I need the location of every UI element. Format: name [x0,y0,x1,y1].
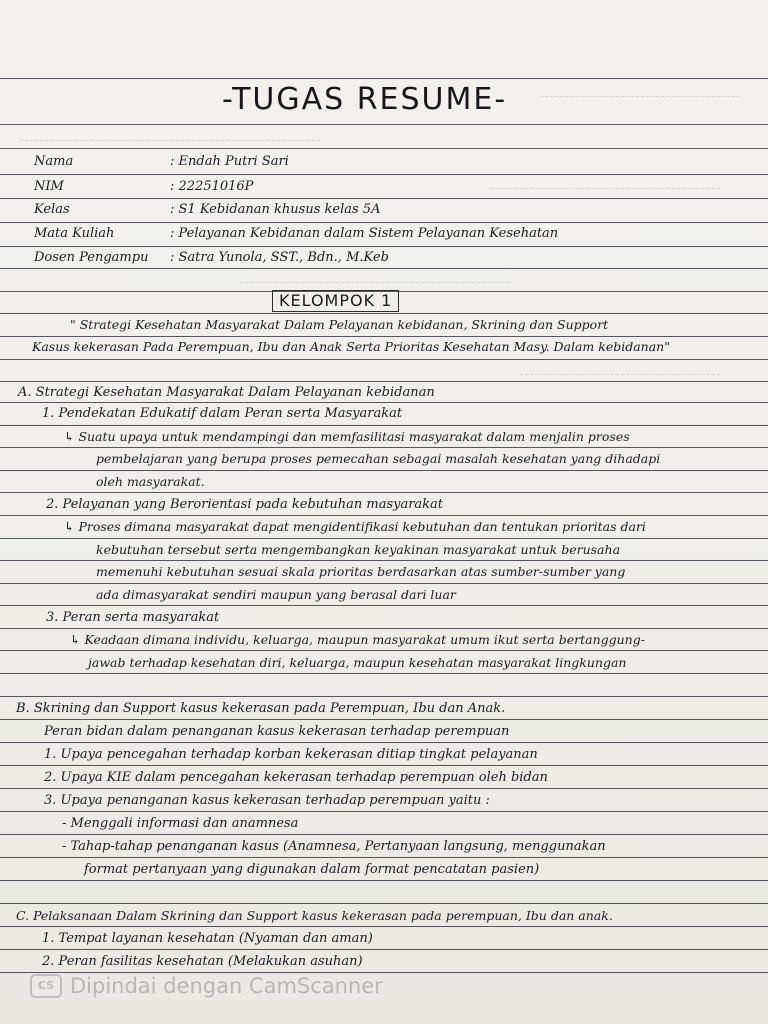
section-a-item-2-line: memenuhi kebutuhan sesuai skala prioritas berdasarkan atas sumber-sumber yang [96,564,626,579]
bleed-through [20,130,320,141]
ruled-line [0,447,768,448]
topic-line-2: Kasus kekerasan Pada Perempuan, Ibu dan Anak Serta Prioritas Kesehatan Masy. Dalam kebidanan" [32,339,670,354]
section-a-item-2-line: ada dimasyarakat sendiri maupun yang berasal dari luar [96,587,456,602]
ruled-line [0,949,768,950]
nim-value: : 22251016P [170,179,254,194]
ruled-line [0,972,768,973]
section-b-line: format pertanyaan yang digunakan dalam format pencatatan pasien) [84,862,540,877]
ruled-line [0,402,768,403]
nama-value: : Endah Putri Sari [170,154,289,169]
ruled-line [0,857,768,858]
section-a-item-2-title: 2. Pelayanan yang Berorientasi pada kebutuhan masyarakat [46,497,444,512]
section-c-line: 2. Peran fasilitas kesehatan (Melakukan asuhan) [42,954,363,969]
bleed-through [490,178,720,189]
ruled-line [0,673,768,674]
dosen-value: : Satra Yunola, SST., Bdn., M.Keb [170,250,389,265]
section-a-item-2-line: kebutuhan tersebut serta mengembangkan keyakinan masyarakat untuk berusaha [96,542,621,557]
ruled-line [0,788,768,789]
ruled-line [0,174,768,175]
section-a-item-1-line: oleh masyarakat. [96,474,205,489]
bleed-through [520,364,720,375]
ruled-line [0,696,768,697]
ruled-line [0,425,768,426]
ruled-line [0,628,768,629]
section-b-line: - Menggali informasi dan anamnesa [62,816,299,831]
section-a-heading: A. Strategi Kesehatan Masyarakat Dalam Pelayanan kebidanan [18,385,435,400]
ruled-line [0,222,768,223]
kelas-label: Kelas [34,202,70,217]
ruled-line [0,515,768,516]
camscanner-icon: CS [30,974,62,998]
nim-label: NIM [34,179,64,194]
ruled-line [0,650,768,651]
section-a-item-1-line: ↳ Suatu upaya untuk mendampingi dan memfasilitasi masyarakat dalam menjalin proses [64,429,630,444]
ruled-line [0,381,768,382]
mata-kuliah-value: : Pelayanan Kebidanan dalam Sistem Pelayanan Kesehatan [170,226,559,241]
ruled-line [0,560,768,561]
ruled-line [0,538,768,539]
ruled-line [0,742,768,743]
ruled-line [0,359,768,360]
section-a-item-3-line: ↳ Keadaan dimana individu, keluarga, maupun masyarakat umum ikut serta bertanggung- [70,632,645,647]
ruled-line [0,492,768,493]
section-b-line: - Tahap-tahap penanganan kasus (Anamnesa, Pertanyaan langsung, menggunakan [62,839,606,854]
section-c-heading: C. Pelaksanaan Dalam Skrining dan Support kasus kekerasan pada perempuan, Ibu dan anak. [16,908,613,923]
ruled-line [0,124,768,125]
section-a-item-3-line: jawab terhadap kesehatan diri, keluarga, maupun kesehatan masyarakat lingkungan [88,655,627,670]
section-b-heading: B. Skrining dan Support kasus kekerasan pada Perempuan, Ibu dan Anak. [16,701,506,716]
ruled-line [0,834,768,835]
section-b-line: 2. Upaya KIE dalam pencegahan kekerasan terhadap perempuan oleh bidan [44,770,548,785]
kelompok-label: KELOMPOK 1 [272,290,399,312]
watermark-text: Dipindai dengan CamScanner [70,974,383,998]
dosen-label: Dosen Pengampu [34,250,149,265]
section-b-line: 3. Upaya penanganan kasus kekerasan terhadap perempuan yaitu : [44,793,490,808]
camscanner-watermark [30,974,383,998]
section-a-item-1-line: pembelajaran yang berupa proses pemecahan sebagai masalah kesehatan yang dihadapi [96,451,661,466]
kelas-value: : S1 Kebidanan khusus kelas 5A [170,202,381,217]
ruled-line [0,148,768,149]
ruled-line [0,926,768,927]
ruled-line [0,719,768,720]
ruled-line [0,903,768,904]
ruled-line [0,268,768,269]
ruled-line [0,583,768,584]
nama-label: Nama [34,154,74,169]
ruled-line [0,470,768,471]
bleed-through [540,86,740,97]
ruled-line [0,336,768,337]
section-a-item-2-line: ↳ Proses dimana masyarakat dapat mengidentifikasi kebutuhan dan tentukan prioritas dari [64,519,646,534]
section-a-item-3-title: 3. Peran serta masyarakat [46,610,220,625]
ruled-line [0,880,768,881]
ruled-line [0,313,768,314]
ruled-line [0,605,768,606]
topic-line-1: " Strategi Kesehatan Masyarakat Dalam Pelayanan kebidanan, Skrining dan Support [70,317,609,332]
section-c-line: 1. Tempat layanan kesehatan (Nyaman dan aman) [42,931,373,946]
bleed-through [240,272,510,283]
section-b-intro: Peran bidan dalam penanganan kasus kekerasan terhadap perempuan [44,724,510,739]
ruled-line [0,811,768,812]
section-b-line: 1. Upaya pencegahan terhadap korban kekerasan ditiap tingkat pelayanan [44,747,538,762]
page-title: -TUGAS RESUME- [222,82,508,117]
ruled-line [0,78,768,79]
ruled-line [0,198,768,199]
mata-kuliah-label: Mata Kuliah [34,226,115,241]
section-a-item-1-title: 1. Pendekatan Edukatif dalam Peran serta Masyarakat [42,406,403,421]
ruled-line [0,765,768,766]
ruled-line [0,246,768,247]
